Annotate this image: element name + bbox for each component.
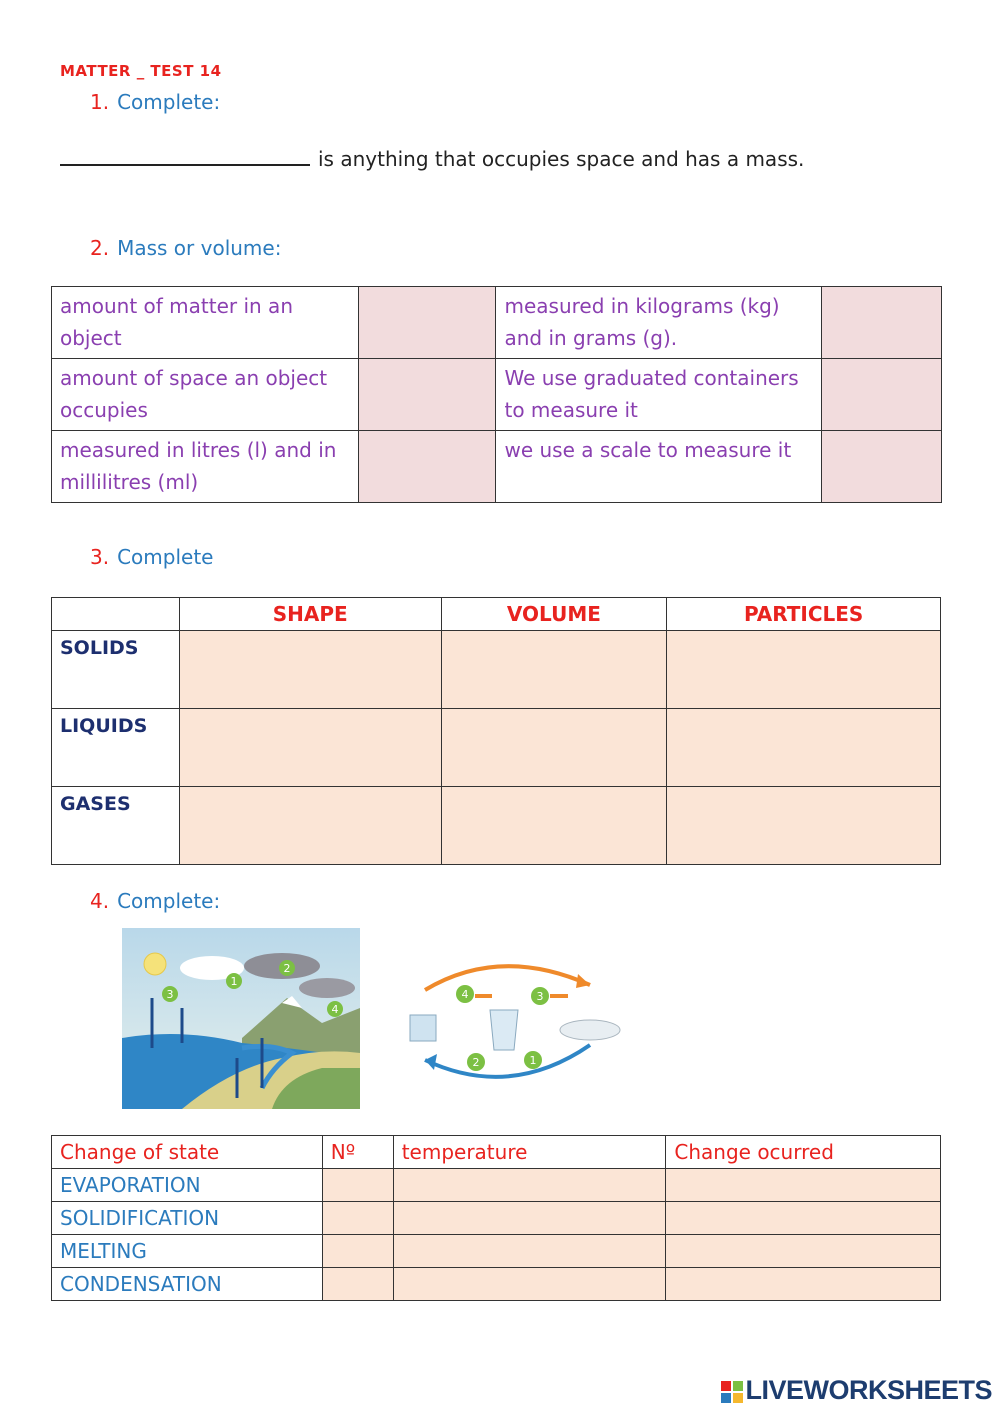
question-number: 2. <box>90 236 110 260</box>
answer-cell[interactable] <box>822 287 942 359</box>
statement-cell: amount of space an object occupies <box>52 359 359 431</box>
table-row <box>52 287 942 359</box>
answer-cell[interactable] <box>322 1169 393 1202</box>
answer-cell[interactable] <box>441 709 667 787</box>
answer-cell[interactable] <box>393 1235 666 1268</box>
step-number: 2 <box>472 1056 480 1069</box>
column-header: temperature <box>393 1136 666 1169</box>
answer-cell[interactable] <box>667 709 941 787</box>
row-label: LIQUIDS <box>52 709 180 787</box>
row-label: SOLIDS <box>52 631 180 709</box>
answer-cell[interactable] <box>358 431 496 503</box>
answer-cell[interactable] <box>666 1169 941 1202</box>
question-4-heading <box>90 889 220 913</box>
step-badge <box>531 987 549 1005</box>
answer-cell[interactable] <box>667 787 941 865</box>
step-number: 1 <box>230 975 238 988</box>
question-text: Complete: <box>117 889 221 913</box>
test-title: MATTER _ TEST 14 <box>60 62 222 80</box>
liveworksheets-logo-icon <box>721 1381 743 1403</box>
mass-volume-table <box>51 286 942 503</box>
column-header: PARTICLES <box>667 598 941 631</box>
answer-cell[interactable] <box>393 1169 666 1202</box>
answer-cell[interactable] <box>666 1202 941 1235</box>
table-row <box>52 709 941 787</box>
table-row <box>52 1268 941 1301</box>
question-2-heading <box>90 236 281 260</box>
q1-sentence-text: is anything that occupies space and has a mass. <box>318 147 805 171</box>
answer-cell[interactable] <box>322 1235 393 1268</box>
column-header: Change ocurred <box>666 1136 941 1169</box>
question-text: Complete: <box>117 90 221 114</box>
q1-sentence <box>60 144 804 171</box>
statement-cell: measured in litres (l) and in millilitres (ml) <box>52 431 359 503</box>
row-label: SOLIDIFICATION <box>52 1202 323 1235</box>
column-header: Change of state <box>52 1136 323 1169</box>
step-number: 4 <box>461 988 469 1001</box>
answer-cell[interactable] <box>322 1268 393 1301</box>
change-of-state-table <box>51 1135 941 1301</box>
table-row <box>52 359 942 431</box>
step-number: 4 <box>331 1003 339 1016</box>
liveworksheets-brand <box>721 1375 992 1406</box>
answer-cell[interactable] <box>358 359 496 431</box>
step-badge <box>456 985 474 1003</box>
question-1-heading <box>90 90 220 114</box>
statement-cell: amount of matter in an object <box>52 287 359 359</box>
corner-cell <box>52 598 180 631</box>
statement-cell: measured in kilograms (kg) and in grams (g). <box>496 287 822 359</box>
step-number: 3 <box>536 990 544 1003</box>
table-row <box>52 431 942 503</box>
statement-cell: We use graduated containers to measure it <box>496 359 822 431</box>
answer-cell[interactable] <box>322 1202 393 1235</box>
answer-blank[interactable] <box>60 144 310 166</box>
statement-cell: we use a scale to measure it <box>496 431 822 503</box>
step-badge <box>226 973 242 989</box>
answer-cell[interactable] <box>667 631 941 709</box>
question-text: Complete <box>117 545 214 569</box>
header-row <box>52 598 941 631</box>
question-number: 4. <box>90 889 110 913</box>
table-row <box>52 1169 941 1202</box>
question-number: 3. <box>90 545 110 569</box>
column-header: Nº <box>322 1136 393 1169</box>
answer-cell[interactable] <box>666 1268 941 1301</box>
step-number: 3 <box>166 988 174 1001</box>
answer-cell[interactable] <box>393 1202 666 1235</box>
state-changes-illustration <box>400 950 632 1105</box>
row-label: EVAPORATION <box>52 1169 323 1202</box>
states-of-matter-table <box>51 597 941 865</box>
step-badge <box>162 986 178 1002</box>
table-row <box>52 631 941 709</box>
step-badge <box>279 960 295 976</box>
table-row <box>52 1202 941 1235</box>
row-label: CONDENSATION <box>52 1268 323 1301</box>
answer-cell[interactable] <box>179 787 441 865</box>
question-text: Mass or volume: <box>117 236 282 260</box>
brand-name: LIVEWORKSHEETS <box>745 1375 992 1405</box>
table-row <box>52 1235 941 1268</box>
row-label: GASES <box>52 787 180 865</box>
answer-cell[interactable] <box>666 1235 941 1268</box>
step-badge <box>327 1001 343 1017</box>
answer-cell[interactable] <box>179 631 441 709</box>
question-number: 1. <box>90 90 110 114</box>
answer-cell[interactable] <box>822 431 942 503</box>
column-header: VOLUME <box>441 598 667 631</box>
answer-cell[interactable] <box>393 1268 666 1301</box>
column-header: SHAPE <box>179 598 441 631</box>
answer-cell[interactable] <box>822 359 942 431</box>
step-badge <box>524 1051 542 1069</box>
answer-cell[interactable] <box>358 287 496 359</box>
answer-cell[interactable] <box>441 787 667 865</box>
row-label: MELTING <box>52 1235 323 1268</box>
water-cycle-illustration <box>122 928 360 1109</box>
header-row <box>52 1136 941 1169</box>
table-row <box>52 787 941 865</box>
step-number: 1 <box>529 1054 537 1067</box>
step-badge <box>467 1053 485 1071</box>
step-number: 2 <box>283 962 291 975</box>
question-3-heading <box>90 545 213 569</box>
answer-cell[interactable] <box>179 709 441 787</box>
answer-cell[interactable] <box>441 631 667 709</box>
